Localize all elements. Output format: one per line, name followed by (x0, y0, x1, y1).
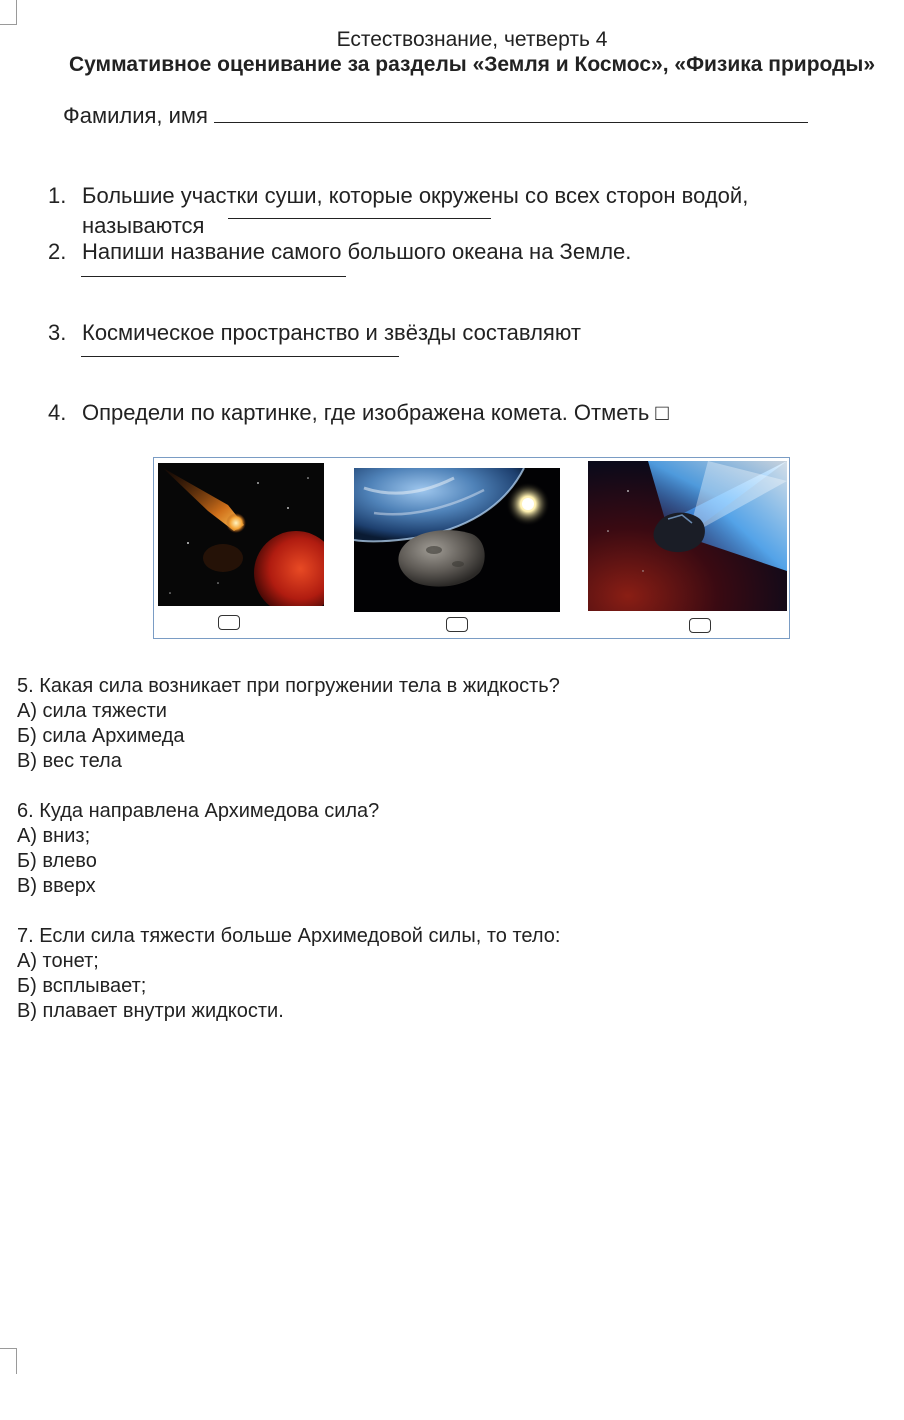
question-text: Космическое пространство и звёзды составляют (82, 320, 581, 345)
answer-option-c: В) вверх (17, 875, 96, 897)
answer-option-c: В) вес тела (17, 750, 122, 772)
question-text-continued: называются (82, 213, 205, 238)
answer-option-a: А) сила тяжести (17, 700, 167, 722)
question-text: Большие участки суши, которые окружены со всех сторон водой, (82, 183, 749, 208)
page-corner-mark-bottom (0, 1348, 17, 1374)
comet-and-red-planet-image (158, 463, 324, 606)
image-choices-frame (153, 457, 790, 639)
answer-blank-1[interactable] (228, 218, 491, 219)
answer-option-a: А) вниз; (17, 825, 91, 847)
answer-option-b: Б) влево (17, 850, 97, 872)
answer-blank-2[interactable] (81, 276, 346, 277)
question-number: 4. (48, 400, 67, 425)
question-text: Определи по картинке, где изображена комета. Отметь □ (82, 400, 669, 425)
question-text: 5. Какая сила возникает при погружении тела в жидкость? (17, 675, 560, 697)
question-text: Напиши название самого большого океана на Земле. (82, 239, 632, 264)
question-text: 6. Куда направлена Архимедова сила? (17, 800, 380, 822)
asteroid-blue-tail-image (588, 461, 787, 611)
answer-blank-3[interactable] (81, 356, 399, 357)
answer-option-b: Б) всплывает; (17, 975, 147, 997)
question-7 (17, 924, 560, 1024)
name-blank-line[interactable] (214, 104, 808, 123)
question-5 (17, 674, 560, 774)
name-field-label: Фамилия, имя (63, 103, 208, 128)
answer-option-a: А) тонет; (17, 950, 99, 972)
question-number: 3. (48, 320, 67, 345)
comet-choice-checkbox-1[interactable] (218, 615, 240, 630)
question-number: 2. (48, 239, 67, 264)
comet-choice-checkbox-3[interactable] (689, 618, 711, 633)
answer-option-b: Б) сила Архимеда (17, 725, 185, 747)
comet-choice-checkbox-2[interactable] (446, 617, 468, 632)
answer-option-c: В) плавает внутри жидкости. (17, 1000, 284, 1022)
question-number: 1. (48, 183, 67, 208)
subject-heading: Естествознание, четверть 4 (336, 28, 608, 51)
page-corner-mark-top (0, 0, 17, 25)
question-text: 7. Если сила тяжести больше Архимедовой силы, то тело: (17, 925, 561, 947)
page-title: Суммативное оценивание за разделы «Земля и Космос», «Физика природы» (68, 53, 876, 76)
name-field (63, 103, 808, 129)
question-6 (17, 799, 379, 899)
asteroid-near-earth-image (354, 468, 560, 612)
